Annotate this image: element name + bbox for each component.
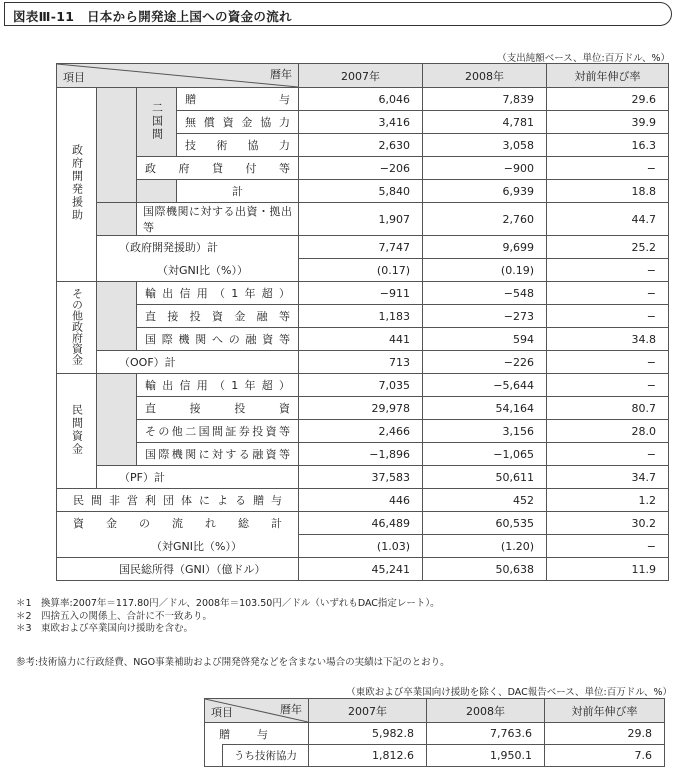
footnotes: [16, 598, 440, 636]
row-label-npo-grant: 民間非営利団体による贈与: [57, 489, 299, 512]
table-row: [57, 203, 669, 236]
cell-value: 25.2: [547, 236, 669, 259]
table-row: [57, 466, 669, 489]
cell-value: −900: [423, 157, 547, 180]
cell-value: 4,781: [423, 111, 547, 134]
cell-value: 452: [423, 489, 547, 512]
table-row: [57, 374, 669, 397]
cell-value: 46,489: [299, 512, 423, 535]
sub-header-col-2008: 2008年: [427, 699, 545, 723]
sub-header-row: [205, 699, 665, 723]
cell-value: 44.7: [547, 203, 669, 236]
table-row: [57, 512, 669, 535]
cell-value: −1,896: [299, 443, 423, 466]
spacer-cell: [97, 282, 137, 351]
row-label-intl-contrib: 国際機関に対する出資・拠出等: [137, 203, 299, 236]
cell-value: −226: [423, 351, 547, 374]
cell-value: 1,950.1: [427, 745, 545, 767]
cell-value: 1,183: [299, 305, 423, 328]
cell-value: 2,466: [299, 420, 423, 443]
table-row: [57, 282, 669, 305]
cell-value: 3,058: [423, 134, 547, 157]
main-table: [56, 63, 669, 581]
cell-value: −: [547, 259, 669, 282]
cell-value: 34.8: [547, 328, 669, 351]
figure-title: 図表Ⅲ-11 日本から開発途上国への資金の流れ: [13, 9, 292, 24]
sub-row-label-grant: 贈与: [205, 723, 309, 745]
row-label-tech-coop: 技術協力: [177, 134, 299, 157]
cell-value: 713: [299, 351, 423, 374]
cell-value: 1,907: [299, 203, 423, 236]
cell-value: (1.03): [299, 535, 423, 558]
cell-value: 7,035: [299, 374, 423, 397]
sub-header-col-growth: 対前年伸び率: [545, 699, 665, 723]
reference-note: 参考:技術協力に行政経費、NGO事業補助および開発啓発などを含まない場合の実績は下記のとおり。: [16, 657, 450, 668]
cell-value: 54,164: [423, 397, 547, 420]
cell-value: 29.8: [545, 723, 665, 745]
table-row: [57, 397, 669, 420]
table-row: [205, 723, 665, 745]
cell-value: 39.9: [547, 111, 669, 134]
cell-value: −911: [299, 282, 423, 305]
row-label-oof-total: （OOF）計: [97, 351, 299, 374]
row-label-grant: 贈与: [177, 88, 299, 111]
sub-header-col-2007: 2007年: [309, 699, 427, 723]
cell-value: −: [547, 443, 669, 466]
row-label-intl-fin: 国際機関への融資等: [137, 328, 299, 351]
cell-value: (0.19): [423, 259, 547, 282]
table-row: [57, 236, 669, 259]
cell-value: 16.3: [547, 134, 669, 157]
row-label-loans: 政府貸付等: [137, 157, 299, 180]
table-row: [57, 259, 669, 282]
header-col-2008: 2008年: [423, 64, 547, 88]
spacer-cell: [97, 203, 137, 236]
cell-value: 34.7: [547, 466, 669, 489]
row-label-bilat-total: 計: [177, 180, 299, 203]
cell-value: −: [547, 157, 669, 180]
table-row: [57, 305, 669, 328]
row-label-grant-aid: 無償資金協力: [177, 111, 299, 134]
cell-value: −5,644: [423, 374, 547, 397]
spacer-cell: [97, 374, 137, 466]
cell-value: −: [547, 282, 669, 305]
row-label-export-credit: 輸出信用（1年超）: [137, 282, 299, 305]
table-row: [57, 489, 669, 512]
table-row: [57, 180, 669, 203]
cell-value: 50,638: [423, 558, 547, 581]
footnote-2: ＊2 四捨五入の関係上、合計に不一致あり。: [16, 610, 213, 622]
header-item-cell: [57, 64, 299, 88]
table-row: [57, 420, 669, 443]
sub-header-year: 暦年: [280, 703, 302, 716]
cell-value: 2,630: [299, 134, 423, 157]
cell-value: 3,156: [423, 420, 547, 443]
cell-value: (1.20): [423, 535, 547, 558]
table-row: [205, 745, 665, 767]
row-label-gni: 国民総所得（GNI）（億ドル）: [57, 558, 299, 581]
cell-value: 30.2: [547, 512, 669, 535]
table-row: [57, 351, 669, 374]
cell-value: 5,982.8: [309, 723, 427, 745]
group-oof: その他政府資金: [57, 282, 97, 374]
row-label-p-export-credit: 輸出信用（1年超）: [137, 374, 299, 397]
spacer-cell: [205, 745, 223, 767]
cell-value: 50,611: [423, 466, 547, 489]
cell-value: −: [547, 374, 669, 397]
header-col-growth: 対前年伸び率: [547, 64, 669, 88]
cell-value: 45,241: [299, 558, 423, 581]
cell-value: −206: [299, 157, 423, 180]
group-bilateral: 二国間: [137, 88, 177, 157]
cell-value: 441: [299, 328, 423, 351]
cell-value: −: [547, 535, 669, 558]
cell-value: 37,583: [299, 466, 423, 489]
table-row: [57, 157, 669, 180]
row-label-total-flow: 資金の流れ総計: [57, 512, 299, 535]
table-row: [57, 88, 669, 111]
figure-title-box: [4, 2, 672, 26]
header-year: 暦年: [270, 68, 292, 81]
cell-value: 2,760: [423, 203, 547, 236]
cell-value: 6,046: [299, 88, 423, 111]
sub-header-item: 項目: [211, 706, 233, 719]
sub-header-item-cell: [205, 699, 309, 723]
group-private: 民間資金: [57, 374, 97, 489]
footnote-3: ＊3 東欧および卒業国向け援助を含む。: [16, 623, 194, 634]
cell-value: 11.9: [547, 558, 669, 581]
table-row: [57, 328, 669, 351]
cell-value: 9,699: [423, 236, 547, 259]
cell-value: 7,839: [423, 88, 547, 111]
cell-value: 7.6: [545, 745, 665, 767]
sub-unit-note: （東欧および卒業国向け援助を除く、DAC報告ベース、単位:百万ドル、%）: [346, 687, 672, 698]
cell-value: 18.8: [547, 180, 669, 203]
cell-value: 1,812.6: [309, 745, 427, 767]
row-label-p-securities: その他二国間証券投資等: [137, 420, 299, 443]
header-item: 項目: [63, 71, 85, 84]
cell-value: 80.7: [547, 397, 669, 420]
cell-value: 29,978: [299, 397, 423, 420]
cell-value: 446: [299, 489, 423, 512]
sub-table: [204, 698, 665, 767]
cell-value: 7,747: [299, 236, 423, 259]
cell-value: −548: [423, 282, 547, 305]
cell-value: −273: [423, 305, 547, 328]
unit-note: （支出純額ベース、単位:百万ドル、%）: [497, 53, 670, 64]
cell-value: 594: [423, 328, 547, 351]
table-row: [57, 443, 669, 466]
cell-value: 1.2: [547, 489, 669, 512]
spacer-cell: [137, 180, 177, 203]
row-label-oda-total: （政府開発援助）計: [97, 236, 299, 259]
cell-value: −1,065: [423, 443, 547, 466]
table-row: [57, 558, 669, 581]
footnote-1: ＊1 換算率:2007年＝117.80円／ドル、2008年＝103.50円／ドル（いずれもDAC指定レート）。: [16, 598, 440, 609]
group-oda: 政府開発援助: [57, 88, 97, 282]
cell-value: −: [547, 351, 669, 374]
cell-value: 28.0: [547, 420, 669, 443]
cell-value: 29.6: [547, 88, 669, 111]
header-col-2007: 2007年: [299, 64, 423, 88]
cell-value: 6,939: [423, 180, 547, 203]
cell-value: 5,840: [299, 180, 423, 203]
cell-value: (0.17): [299, 259, 423, 282]
table-row: [57, 535, 669, 558]
row-label-total-gni: （対GNI比（%））: [57, 535, 299, 558]
row-label-direct-fin: 直接投資金融等: [137, 305, 299, 328]
cell-value: 60,535: [423, 512, 547, 535]
sub-row-label-tech: うち技術協力: [223, 745, 309, 767]
header-row: [57, 64, 669, 88]
cell-value: 3,416: [299, 111, 423, 134]
group-bilateral-cell: [97, 88, 137, 203]
cell-value: −: [547, 305, 669, 328]
row-label-p-intl-fin: 国際機関に対する融資等: [137, 443, 299, 466]
row-label-p-direct-inv: 直接投資: [137, 397, 299, 420]
row-label-oda-gni: （対GNI比（%））: [97, 259, 299, 282]
cell-value: 7,763.6: [427, 723, 545, 745]
row-label-pf-total: （PF）計: [97, 466, 299, 489]
